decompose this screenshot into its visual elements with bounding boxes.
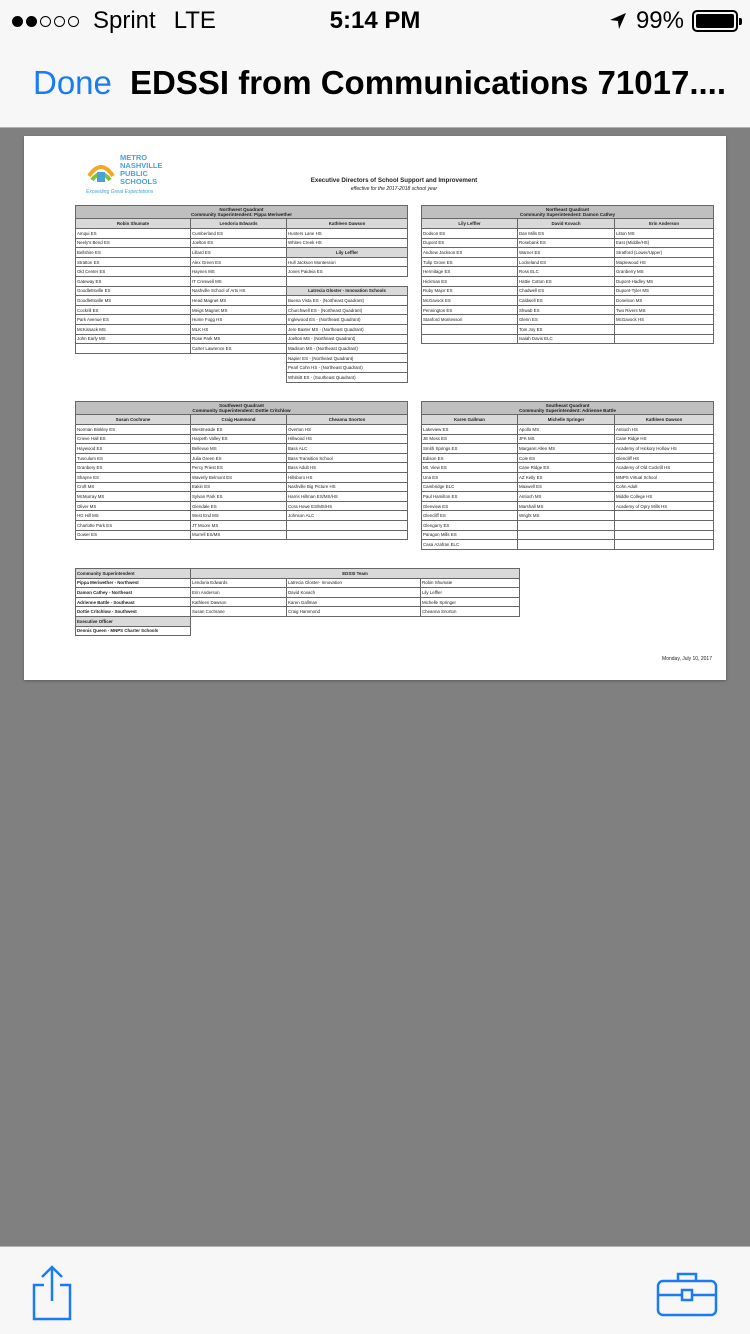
school-cell: Churchwell ES - (Northeast Quadrant) [287, 305, 408, 315]
school-cell: Hermitage ES [422, 267, 518, 277]
network-type: LTE [173, 7, 216, 34]
school-cell: Crieve Hall ES [76, 434, 191, 444]
table-row [422, 315, 714, 325]
school-cell: Stratton ES [76, 257, 191, 267]
school-cell: Waverly Belmont ES [191, 472, 287, 482]
column-header: Robin Shumate [76, 219, 191, 229]
column-header: Erin Anderson [615, 219, 714, 229]
column-header: Craig Hammond [191, 415, 287, 425]
school-cell: Maxwell ES [518, 482, 615, 492]
school-cell: East (Middle/HS) [615, 238, 714, 248]
table-row [76, 511, 408, 521]
table-row [76, 588, 520, 598]
school-cell: Cambridge ELC [422, 482, 518, 492]
school-cell: Dupont ES [422, 238, 518, 248]
school-cell: Dupont-Hadley MS [615, 276, 714, 286]
school-cell: Hillwood HS [287, 434, 408, 444]
team-member-cell: Erin Anderson [191, 588, 287, 598]
school-cell: Westmeade ES [191, 425, 287, 435]
school-cell: Marshall MS [518, 501, 615, 511]
table-row [422, 229, 714, 239]
done-button[interactable]: Done [33, 64, 112, 101]
school-cell: Hull Jackson Montessori [287, 257, 408, 267]
school-cell: Goodlettsville ES [76, 286, 191, 296]
column-header: Latrecia Gloster - Innovation Schools [287, 286, 408, 296]
table-row [76, 248, 408, 258]
school-cell: Granbery ES [76, 463, 191, 473]
school-cell: Bellshire ES [76, 248, 191, 258]
document-title: EDSSI from Communications 71017.... [130, 64, 726, 101]
school-cell: Buena Vista ES - (Northeast Quadrant) [287, 296, 408, 306]
school-cell: Head Magnet MS [191, 296, 287, 306]
school-cell: Hume Fogg HS [191, 315, 287, 325]
southwest-quadrant-table: Southwest Quadrant Community Superintendent: Dottie Critchlow Susan Cochrane Craig Hammond Cheanna Snorton Norman Binkley ES Westmeade ES Overton HS Crieve Hall ES Harpeth Valley ES Hillwood HS Haywood ES Bellevue MS Bass ALC Tusculum ES Julia Green ES Bass Transition School Granbery ES Percy Priest ES Bass Adult HS Shayne ES Waverly Belmont ES Hillsboro HS Croft MS Eakin ES Nashville Big Picture HS McMurray MS Sylvan Park ES Harris Hillman ES/MS/HS Oliver MS Glendale ES Cora Howe ES/MS/HS HG Hill MS West End MS Johnson ALC Charlotte Park ES JT Moore MS Gower ES Murrell ES/MS [75, 401, 408, 540]
school-cell: Two Rivers MS [615, 305, 714, 315]
school-cell: Percy Priest ES [191, 463, 287, 473]
school-cell: Edison ES [422, 453, 518, 463]
school-cell: Litton MS [615, 229, 714, 239]
table-row [422, 425, 714, 435]
school-cell: Alex Green ES [191, 257, 287, 267]
superintendent-cell: Dottie Critchlow - Southwest [76, 607, 191, 617]
school-cell: Granberry MS [615, 267, 714, 277]
table-row [76, 315, 408, 325]
school-cell: Middle College HS [615, 492, 714, 502]
school-cell: Mt. View ES [422, 463, 518, 473]
school-cell: Joelton ES [191, 238, 287, 248]
empty-cell [191, 372, 287, 382]
school-cell: Ross ELC [518, 267, 615, 277]
table-row [76, 463, 408, 473]
battery-percent: 99% [635, 7, 684, 34]
school-cell: Cora Howe ES/MS/HS [287, 501, 408, 511]
school-cell: Isaiah Davis ELC [518, 334, 615, 344]
school-cell: HG Hill MS [76, 511, 191, 521]
team-member-cell: Lendoria Edwards [191, 578, 287, 588]
empty-cell [76, 372, 191, 382]
school-cell: Dupont-Tyler MS [615, 286, 714, 296]
school-cell: Glencliff HS [615, 453, 714, 463]
northwest-quadrant-table: Northwest Quadrant Community Superintendent: Pippa Meriwether Robin Shumate Lendoria Edwards Kathleen Dawson Amqui ES Cumberland ES Hunters Lane HS Neely's Bend ES Joelton ES Whites Creek HS Bellshire ES Lillard ES Lily Leffler Stratton ES Alex Green ES Hull Jackson Montessori Old Center ES Haynes MS Jones Paideia ES Gateway ES IT Creswell MS Goodlettsville ES Nashville School of Arts HS Latrecia Gloster - Innovation Schools Goodlettsville MS Head Magnet MS Buena Vista ES - (Northeast Quadrant) Cockrill ES Meigs Magnet MS Churchwell ES - (Northeast Quadrant) Park Avenue ES Hume Fogg HS Inglewood ES - (Northeast Quadrant) McKissack MS MLK HS Jere Baxter MS - (Northeast Quadrant) John Early MS Rose Park MS Joelton MS - (Northeast Quadrant) Carter Lawrence ES Madison MS - (Northeast Quadrant) Napier ES - (Northeast Quadrant) Pearl Cohn HS - (Northeast Quadrant) Whitsitt ES - (Southeast Quadrant) [75, 205, 408, 383]
status-right [608, 7, 738, 35]
school-cell: Cole ES [518, 453, 615, 463]
table-row [76, 520, 408, 530]
school-cell: Casa Azafran ELC [422, 540, 518, 550]
school-cell: MLK HS [191, 324, 287, 334]
school-cell: Whitsitt ES - (Southeast Quadrant) [287, 372, 408, 382]
table-row [76, 257, 408, 267]
school-cell: MNPS Virtual School [615, 472, 714, 482]
executive-officer-cell: Dennis Queen - MNPS Charter Schools [76, 626, 191, 636]
table-row [76, 578, 520, 588]
team-member-cell: Lily Leffler [421, 588, 520, 598]
status-bar [0, 0, 750, 40]
school-cell: Chadwell ES [518, 286, 615, 296]
table-row [422, 305, 714, 315]
northeast-quadrant-table: Northeast Quadrant Community Superintendent: Damon Cathey Lily Leffler David Kovach Erin Anderson Dodson ES Dan Mills ES Litton MS Dupont ES Rosebank ES East (Middle/HS) Andrew Jackson ES Warner ES Stratford (Lower/Upper) Tulip Grove ES Lockeland ES Maplewood HS Hermitage ES Ross ELC Granberry MS Hickman ES Hattie Cotton ES Dupont-Hadley MS Ruby Major ES Chadwell ES Dupont-Tyler MS McGavock ES Caldwell ES Donelson MS Pennington ES Shwab ES Two Rivers MS Stanford Montessori Glenn ES McGavock HS Tom Joy ES Isaiah Davis ELC [421, 205, 714, 344]
school-cell: Glengarry ES [422, 520, 518, 530]
school-cell: McMurray MS [76, 492, 191, 502]
school-cell [287, 530, 408, 540]
team-member-cell: Latrecia Gloster- Innovation [287, 578, 421, 588]
column-header: Michelle Springer [518, 415, 615, 425]
table-row [422, 257, 714, 267]
table-row [422, 324, 714, 334]
school-cell: Apollo MS [518, 425, 615, 435]
school-cell: Jones Paideia ES [287, 267, 408, 277]
school-cell: Cumberland ES [191, 229, 287, 239]
school-cell: Johnson ALC [287, 511, 408, 521]
school-cell: Una ES [422, 472, 518, 482]
superintendent-cell: Damon Cathey - Northeast [76, 588, 191, 598]
table-row [76, 472, 408, 482]
column-header: Susan Cochrane [76, 415, 191, 425]
table-row [76, 276, 408, 286]
table-row [422, 501, 714, 511]
school-cell: Cane Ridge ES [518, 463, 615, 473]
table-row [76, 530, 408, 540]
table-row [422, 482, 714, 492]
school-cell: JE Moss ES [422, 434, 518, 444]
superintendent-cell: Adrienne Battle - Southeast [76, 597, 191, 607]
table-row [422, 238, 714, 248]
school-cell: Tusculum ES [76, 453, 191, 463]
battery-icon [692, 10, 738, 32]
school-cell: Bass Transition School [287, 453, 408, 463]
team-member-cell: Kathleen Dawson [191, 597, 287, 607]
navigation-bar [0, 40, 750, 128]
table-row [76, 229, 408, 239]
school-cell [518, 530, 615, 540]
table-row [422, 472, 714, 482]
school-cell: Cane Ridge HS [615, 434, 714, 444]
table-row [422, 434, 714, 444]
table-row [422, 296, 714, 306]
school-cell: Park Avenue ES [76, 315, 191, 325]
table-row [76, 238, 408, 248]
table-row [76, 372, 408, 382]
school-cell: Inglewood ES - (Northeast Quadrant) [287, 315, 408, 325]
school-cell: Glendale ES [191, 501, 287, 511]
superintendent-cell: Pippa Meriwether - Northwest [76, 578, 191, 588]
school-cell: John Early MS [76, 334, 191, 344]
team-member-cell: Susan Cochrane [191, 607, 287, 617]
team-header-superintendent: Community Superintendent [76, 569, 191, 579]
location-arrow-icon [608, 11, 628, 31]
logo-mark-icon [86, 156, 116, 186]
school-cell: Carter Lawrence ES [191, 344, 287, 354]
school-cell: Julia Green ES [191, 453, 287, 463]
empty-cell [191, 363, 287, 373]
school-cell: JFK MS [518, 434, 615, 444]
team-member-cell: Michelle Springer [421, 597, 520, 607]
school-cell: Murrell ES/MS [191, 530, 287, 540]
school-cell: McGavock HS [615, 315, 714, 325]
school-cell: Joelton MS - (Northeast Quadrant) [287, 334, 408, 344]
school-cell: Lakeview ES [422, 425, 518, 435]
school-cell: Harris Hillman ES/MS/HS [287, 492, 408, 502]
school-cell: JT Moore MS [191, 520, 287, 530]
school-cell: Paul Hamilton ES [422, 492, 518, 502]
table-row [422, 540, 714, 550]
table-row [76, 344, 408, 354]
school-cell: Bass ALC [287, 444, 408, 454]
school-cell: Sylvan Park ES [191, 492, 287, 502]
table-row [422, 520, 714, 530]
document-page[interactable] [24, 136, 726, 680]
table-row [76, 296, 408, 306]
table-row [76, 444, 408, 454]
school-cell: Lillard ES [191, 248, 287, 258]
school-cell [422, 334, 518, 344]
empty-cell [76, 363, 191, 373]
logo-text: METRO NASHVILLE PUBLIC SCHOOLS [120, 153, 163, 186]
school-cell: Eakin ES [191, 482, 287, 492]
doc-heading: Executive Directors of School Support and Improvement [310, 177, 478, 184]
school-cell: Nashville School of Arts HS [191, 286, 287, 296]
school-cell: Wright MS [518, 511, 615, 521]
clock: 5:14 PM [329, 7, 421, 34]
school-cell: Shayne ES [76, 472, 191, 482]
school-cell: Lockeland ES [518, 257, 615, 267]
school-cell: Tom Joy ES [518, 324, 615, 334]
team-header-edssi: EDSSI Team [191, 569, 520, 579]
table-row [76, 267, 408, 277]
column-header: Cheanna Snorton [287, 415, 408, 425]
school-cell [422, 324, 518, 334]
school-cell: Oliver MS [76, 501, 191, 511]
school-cell [518, 540, 615, 550]
school-cell: Madison MS - (Northeast Quadrant) [287, 344, 408, 354]
school-cell: AZ Kelly ES [518, 472, 615, 482]
column-header: David Kovach [518, 219, 615, 229]
school-cell: Gateway ES [76, 276, 191, 286]
school-cell: Neely's Bend ES [76, 238, 191, 248]
school-cell: Stratford (Lower/Upper) [615, 248, 714, 258]
school-cell: Harpeth Valley ES [191, 434, 287, 444]
school-cell: Tulip Grove ES [422, 257, 518, 267]
table-row [76, 363, 408, 373]
school-cell: Andrew Jackson ES [422, 248, 518, 258]
empty-cell [76, 353, 191, 363]
school-cell: Glencliff ES [422, 511, 518, 521]
southeast-quadrant-table: Southeast Quadrant Community Superintendent: Adrienne Battle Karen Gallman Michelle Springer Kathleen Dawson Lakeview ES Apollo MS Antioch HS JE Moss ES JFK MS Cane Ridge HS Smith Springs ES Margaret Allen MS Academy of Hickory Hollow HS Edison ES Cole ES Glencliff HS Mt. View ES Cane Ridge ES Academy of Old Cockrill HS Una ES AZ Kelly ES MNPS Virtual School Cambridge ELC Maxwell ES Cohn Adult Paul Hamilton ES Antioch MS Middle College HS Glenview ES Marshall MS Academy of Opry Mills HS Glencliff ES Wright MS Glengarry ES Paragon Mills ES Casa Azafran ELC [421, 401, 714, 550]
table-row [76, 492, 408, 502]
school-cell: Paragon Mills ES [422, 530, 518, 540]
school-cell: Antioch HS [615, 425, 714, 435]
school-cell [518, 520, 615, 530]
team-member-cell: Karen Gallman [287, 597, 421, 607]
team-member-cell: Robin Shumate [421, 578, 520, 588]
school-cell: Bellevue MS [191, 444, 287, 454]
school-cell: Nashville Big Picture HS [287, 482, 408, 492]
school-cell [615, 540, 714, 550]
table-row [422, 530, 714, 540]
school-cell: Shwab ES [518, 305, 615, 315]
school-cell: Jere Baxter MS - (Northeast Quadrant) [287, 324, 408, 334]
table-row [76, 482, 408, 492]
school-cell: Overton HS [287, 425, 408, 435]
table-row [76, 353, 408, 363]
school-cell: Meigs Magnet MS [191, 305, 287, 315]
school-cell: Bass Adult HS [287, 463, 408, 473]
table-row [76, 425, 408, 435]
school-cell: Academy of Hickory Hollow HS [615, 444, 714, 454]
table-row [422, 453, 714, 463]
school-cell: Hickman ES [422, 276, 518, 286]
table-row [422, 267, 714, 277]
table-row [422, 334, 714, 344]
table-row [76, 501, 408, 511]
table-row [422, 511, 714, 521]
school-cell: Pennington ES [422, 305, 518, 315]
school-cell: Rosebank ES [518, 238, 615, 248]
school-cell: Stanford Montessori [422, 315, 518, 325]
table-row [76, 305, 408, 315]
bottom-toolbar [0, 1246, 750, 1334]
edssi-team-table [75, 568, 520, 636]
table-row [422, 248, 714, 258]
school-cell: Cockrill ES [76, 305, 191, 315]
school-cell [76, 344, 191, 354]
column-header: Lily Leffler [422, 219, 518, 229]
school-cell: Warner ES [518, 248, 615, 258]
table-row [422, 492, 714, 502]
table-row [422, 444, 714, 454]
column-header: Lily Leffler [287, 248, 408, 258]
table-row [76, 597, 520, 607]
school-cell: Smith Springs ES [422, 444, 518, 454]
school-cell: Hillsboro HS [287, 472, 408, 482]
school-cell: Dan Mills ES [518, 229, 615, 239]
column-header: Karen Gallman [422, 415, 518, 425]
team-member-cell: Craig Hammond [287, 607, 421, 617]
school-cell: Academy of Old Cockrill HS [615, 463, 714, 473]
toolbox-icon[interactable] [656, 1271, 718, 1317]
table-row [422, 463, 714, 473]
school-cell: Charlotte Park ES [76, 520, 191, 530]
school-cell: Academy of Opry Mills HS [615, 501, 714, 511]
school-cell: Croft MS [76, 482, 191, 492]
empty-cell [191, 353, 287, 363]
school-cell [615, 324, 714, 334]
doc-date: Monday, July 10, 2017 [662, 656, 712, 662]
school-cell [615, 334, 714, 344]
school-cell: IT Creswell MS [191, 276, 287, 286]
mnps-logo [86, 152, 196, 198]
column-header: Kathleen Dawson [287, 219, 408, 229]
school-cell: Haywood ES [76, 444, 191, 454]
school-cell: Gower ES [76, 530, 191, 540]
school-cell: Caldwell ES [518, 296, 615, 306]
school-cell: Rose Park MS [191, 334, 287, 344]
school-cell: Margaret Allen MS [518, 444, 615, 454]
school-cell: Amqui ES [76, 229, 191, 239]
school-cell: Napier ES - (Northeast Quadrant) [287, 353, 408, 363]
school-cell: Donelson MS [615, 296, 714, 306]
team-member-cell: David Kovach [287, 588, 421, 598]
school-cell: McGavock ES [422, 296, 518, 306]
school-cell [615, 511, 714, 521]
table-row [76, 286, 408, 296]
school-cell: Hattie Cotton ES [518, 276, 615, 286]
school-cell: Cohn Adult [615, 482, 714, 492]
table-row [76, 434, 408, 444]
doc-subheading: effective for the 2017-2018 school year [350, 186, 438, 192]
school-cell: Hunters Lane HS [287, 229, 408, 239]
table-row [76, 607, 520, 617]
school-cell: Pearl Cohn HS - (Northeast Quadrant) [287, 363, 408, 373]
table-row [422, 276, 714, 286]
table-row [76, 453, 408, 463]
school-cell: Maplewood HS [615, 257, 714, 267]
school-cell [615, 530, 714, 540]
team-member-cell: Cheanna Snorton [421, 607, 520, 617]
school-cell [287, 276, 408, 286]
column-header: Lendoria Edwards [191, 219, 287, 229]
school-cell: Antioch MS [518, 492, 615, 502]
table-row [422, 286, 714, 296]
executive-officer-header: Executive Officer [76, 616, 191, 626]
table-row [76, 324, 408, 334]
school-cell: Glenview ES [422, 501, 518, 511]
school-cell: Ruby Major ES [422, 286, 518, 296]
school-cell: McKissack MS [76, 324, 191, 334]
table-row [76, 334, 408, 344]
school-cell [287, 520, 408, 530]
school-cell: Dodson ES [422, 229, 518, 239]
school-cell: Goodlettsville MS [76, 296, 191, 306]
school-cell: Glenn ES [518, 315, 615, 325]
school-cell: West End MS [191, 511, 287, 521]
carrier-name: Sprint [93, 7, 156, 34]
logo-tagline: Exceeding Great Expectations [86, 189, 154, 195]
share-icon[interactable] [30, 1265, 74, 1321]
school-cell [615, 520, 714, 530]
school-cell: Norman Binkley ES [76, 425, 191, 435]
school-cell: Haynes MS [191, 267, 287, 277]
column-header: Kathleen Dawson [615, 415, 714, 425]
school-cell: Old Center ES [76, 267, 191, 277]
school-cell: Whites Creek HS [287, 238, 408, 248]
